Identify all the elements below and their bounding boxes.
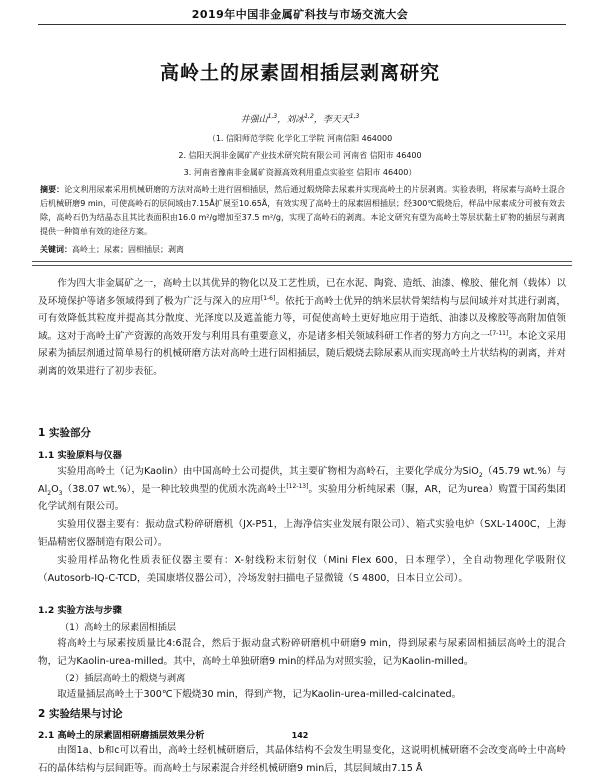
- intercalation-paragraph: 将高岭土与尿素按质量比4:6混合，然后于振动盘式粉碎研磨机中研磨9 min，得到尿素与尿素固相插层高岭土的混合物，记为Kaolin-urea-milled。其中，高岭土单独研磨9 min的样品为对照实验，记为Kaolin-milled。: [38, 638, 566, 667]
- author-2: ，刘冰: [277, 115, 305, 125]
- abstract-text: 论文利用尿素采用机械研磨的方法对高岭土进行固相插层，然后通过煅烧除去尿素并实现高岭土的片层剥离。实验表明，将尿素与高岭土混合后机械研磨9 min，可使高岭石的层间域由7.15Å扩展至10.65Å，有效实现了高岭土的尿素固相插层；经300℃煅烧后，样品中尿素成分可被有效去除，高岭石仍为结晶态且其比表面积由16.0 m²/g增加至37.5 m²/g，实现了高岭石的剥离。本论文研究有望为高岭土等层状黏土矿物的插层与剥离提供一种简单有效的途径方案。: [40, 185, 565, 236]
- intro-text-2: 。依托于高岭土优异的纳米层状骨架结构与层间域并对其进行剥离，可有效降低其粒度并提高其分散度、光泽度以及遮盖能力等，可促使高岭土更好地应用于造纸、油漆以及橡胶等高附加值领域。这对于高岭土矿产资源的高效开发与利用具有重要意义，亦是诸多相关领域科研工作者的努力方向之一: [38, 295, 567, 342]
- author-3: ，李天天: [313, 115, 350, 125]
- materials-text-4: （38.07 wt.%），是一种比较典型的优质水洗高岭土: [62, 483, 287, 495]
- abstract: [40, 183, 565, 239]
- materials-text-2: （45.79 wt.%）与Al: [38, 466, 566, 495]
- materials-text-5: 。实验用分析纯尿素（脲，AR，记为urea）购置于国药集团化学试剂有限公司。: [38, 483, 566, 513]
- paper-title: 高岭土的尿素固相插层剥离研究: [159, 62, 440, 84]
- instruments-paragraph: 实验用仪器主要有：振动盘式粉碎研磨机（JX-P51，上海净信实业发展有限公司）、箱式实验电炉（SXL-1400C，上海钜晶精密仪器制造有限公司）。: [38, 519, 566, 548]
- subsection-heading-materials: 1.1 实验原料与仪器: [38, 450, 122, 461]
- analysis-paragraph: 由图1a、b和c可以看出，高岭土经机械研磨后，其晶体结构不会发生明显变化，这说明机械研磨不会改变高岭土中高岭石的晶体结构与层间距等。而高岭土与尿素混合并经机械研磨9 min后，其层间域由7.15 Å: [38, 745, 566, 774]
- author-line: [0, 112, 600, 125]
- intro-text: 作为四大非金属矿之一，高岭土以其优异的物化以及工艺性质，已在水泥、陶瓷、造纸、油漆、橡胶、催化剂（载体）以及环境保护等诸多领域得到了极为广泛与深入的应用: [38, 278, 566, 307]
- author-2-affil: 1,2: [304, 113, 314, 120]
- affiliation-2: 2. 信阳天润非金属矿产业技术研究院有限公司 河南省 信阳市 46400: [178, 151, 422, 160]
- materials-sub-3: 3: [58, 489, 63, 497]
- section-heading-results: 2 实验结果与讨论: [38, 708, 123, 720]
- materials-sub-2: 2: [47, 489, 52, 497]
- section-heading-experimental: 1 实验部分: [38, 427, 91, 439]
- affiliation-1: （1. 信阳师范学院 化学化工学院 河南信阳 464000: [207, 134, 393, 143]
- calcination-paragraph: 取适量插层高岭土于300℃下煅烧30 min，得到产物，记为Kaolin-urea-milled-calcinated。: [57, 689, 462, 700]
- conference-header: 2019年中国非金属矿科技与市场交流大会: [191, 8, 409, 21]
- materials-sub-1: 2: [478, 471, 483, 479]
- author-1-affil: 1,3: [267, 113, 278, 120]
- intro-citation-1: [1-6]: [260, 294, 276, 302]
- keywords: [40, 244, 565, 255]
- author-1: 井强山: [240, 115, 268, 125]
- header-divider: [38, 24, 566, 25]
- characterization-paragraph: 实验用样品物化性质表征仪器主要有：X-射线粉末衍射仪（Mini Flex 600，日本理学），全自动物理化学吸附仪（Autosorb-IQ-C-TCD，美国康塔仪器公司），冷场发射扫描电子显微镜（S 4800，日本日立公司）。: [38, 555, 566, 584]
- materials-text-1: 实验用高岭土（记为Kaolin）由中国高岭土公司提供，其主要矿物相为高岭石，主要化学成分为SiO: [57, 466, 479, 477]
- materials-text-3: O: [51, 483, 59, 495]
- abstract-divider-top: [32, 261, 572, 262]
- materials-paragraph: [38, 463, 566, 516]
- page-number: 142: [291, 731, 309, 740]
- abstract-divider-bottom: [32, 265, 572, 266]
- subsection-heading-methods: 1.2 实验方法与步骤: [38, 605, 122, 616]
- step-heading-calcination: （2）插层高岭土的煅烧与剥离: [60, 673, 186, 684]
- keywords-label: 关键词：: [40, 245, 72, 254]
- subsection-heading-analysis: 2.1 高岭土的尿素固相研磨插层效果分析: [38, 730, 205, 741]
- intro-paragraph: [38, 275, 566, 381]
- step-heading-intercalation: （1）高岭土的尿素固相插层: [60, 622, 177, 633]
- abstract-label: 摘要：: [40, 185, 65, 194]
- materials-citation: [12-13]: [286, 482, 309, 490]
- author-3-affil: 1,3: [349, 113, 360, 120]
- keywords-text: 高岭土；尿素；固相插层；剥离: [72, 245, 184, 254]
- affiliation-3: 3. 河南省豫南非金属矿资源高效利用重点实验室 信阳市 46400）: [183, 168, 417, 177]
- intro-citation-2: [7-11]: [490, 329, 509, 337]
- intro-text-3: 。本论文采用尿素为插层剂通过简单易行的机械研磨方法对高岭土进行固相插层，随后煅烧去除尿素从而实现高岭土片状结构的剥离，并对剥离的效果进行了初步表征。: [38, 330, 567, 377]
